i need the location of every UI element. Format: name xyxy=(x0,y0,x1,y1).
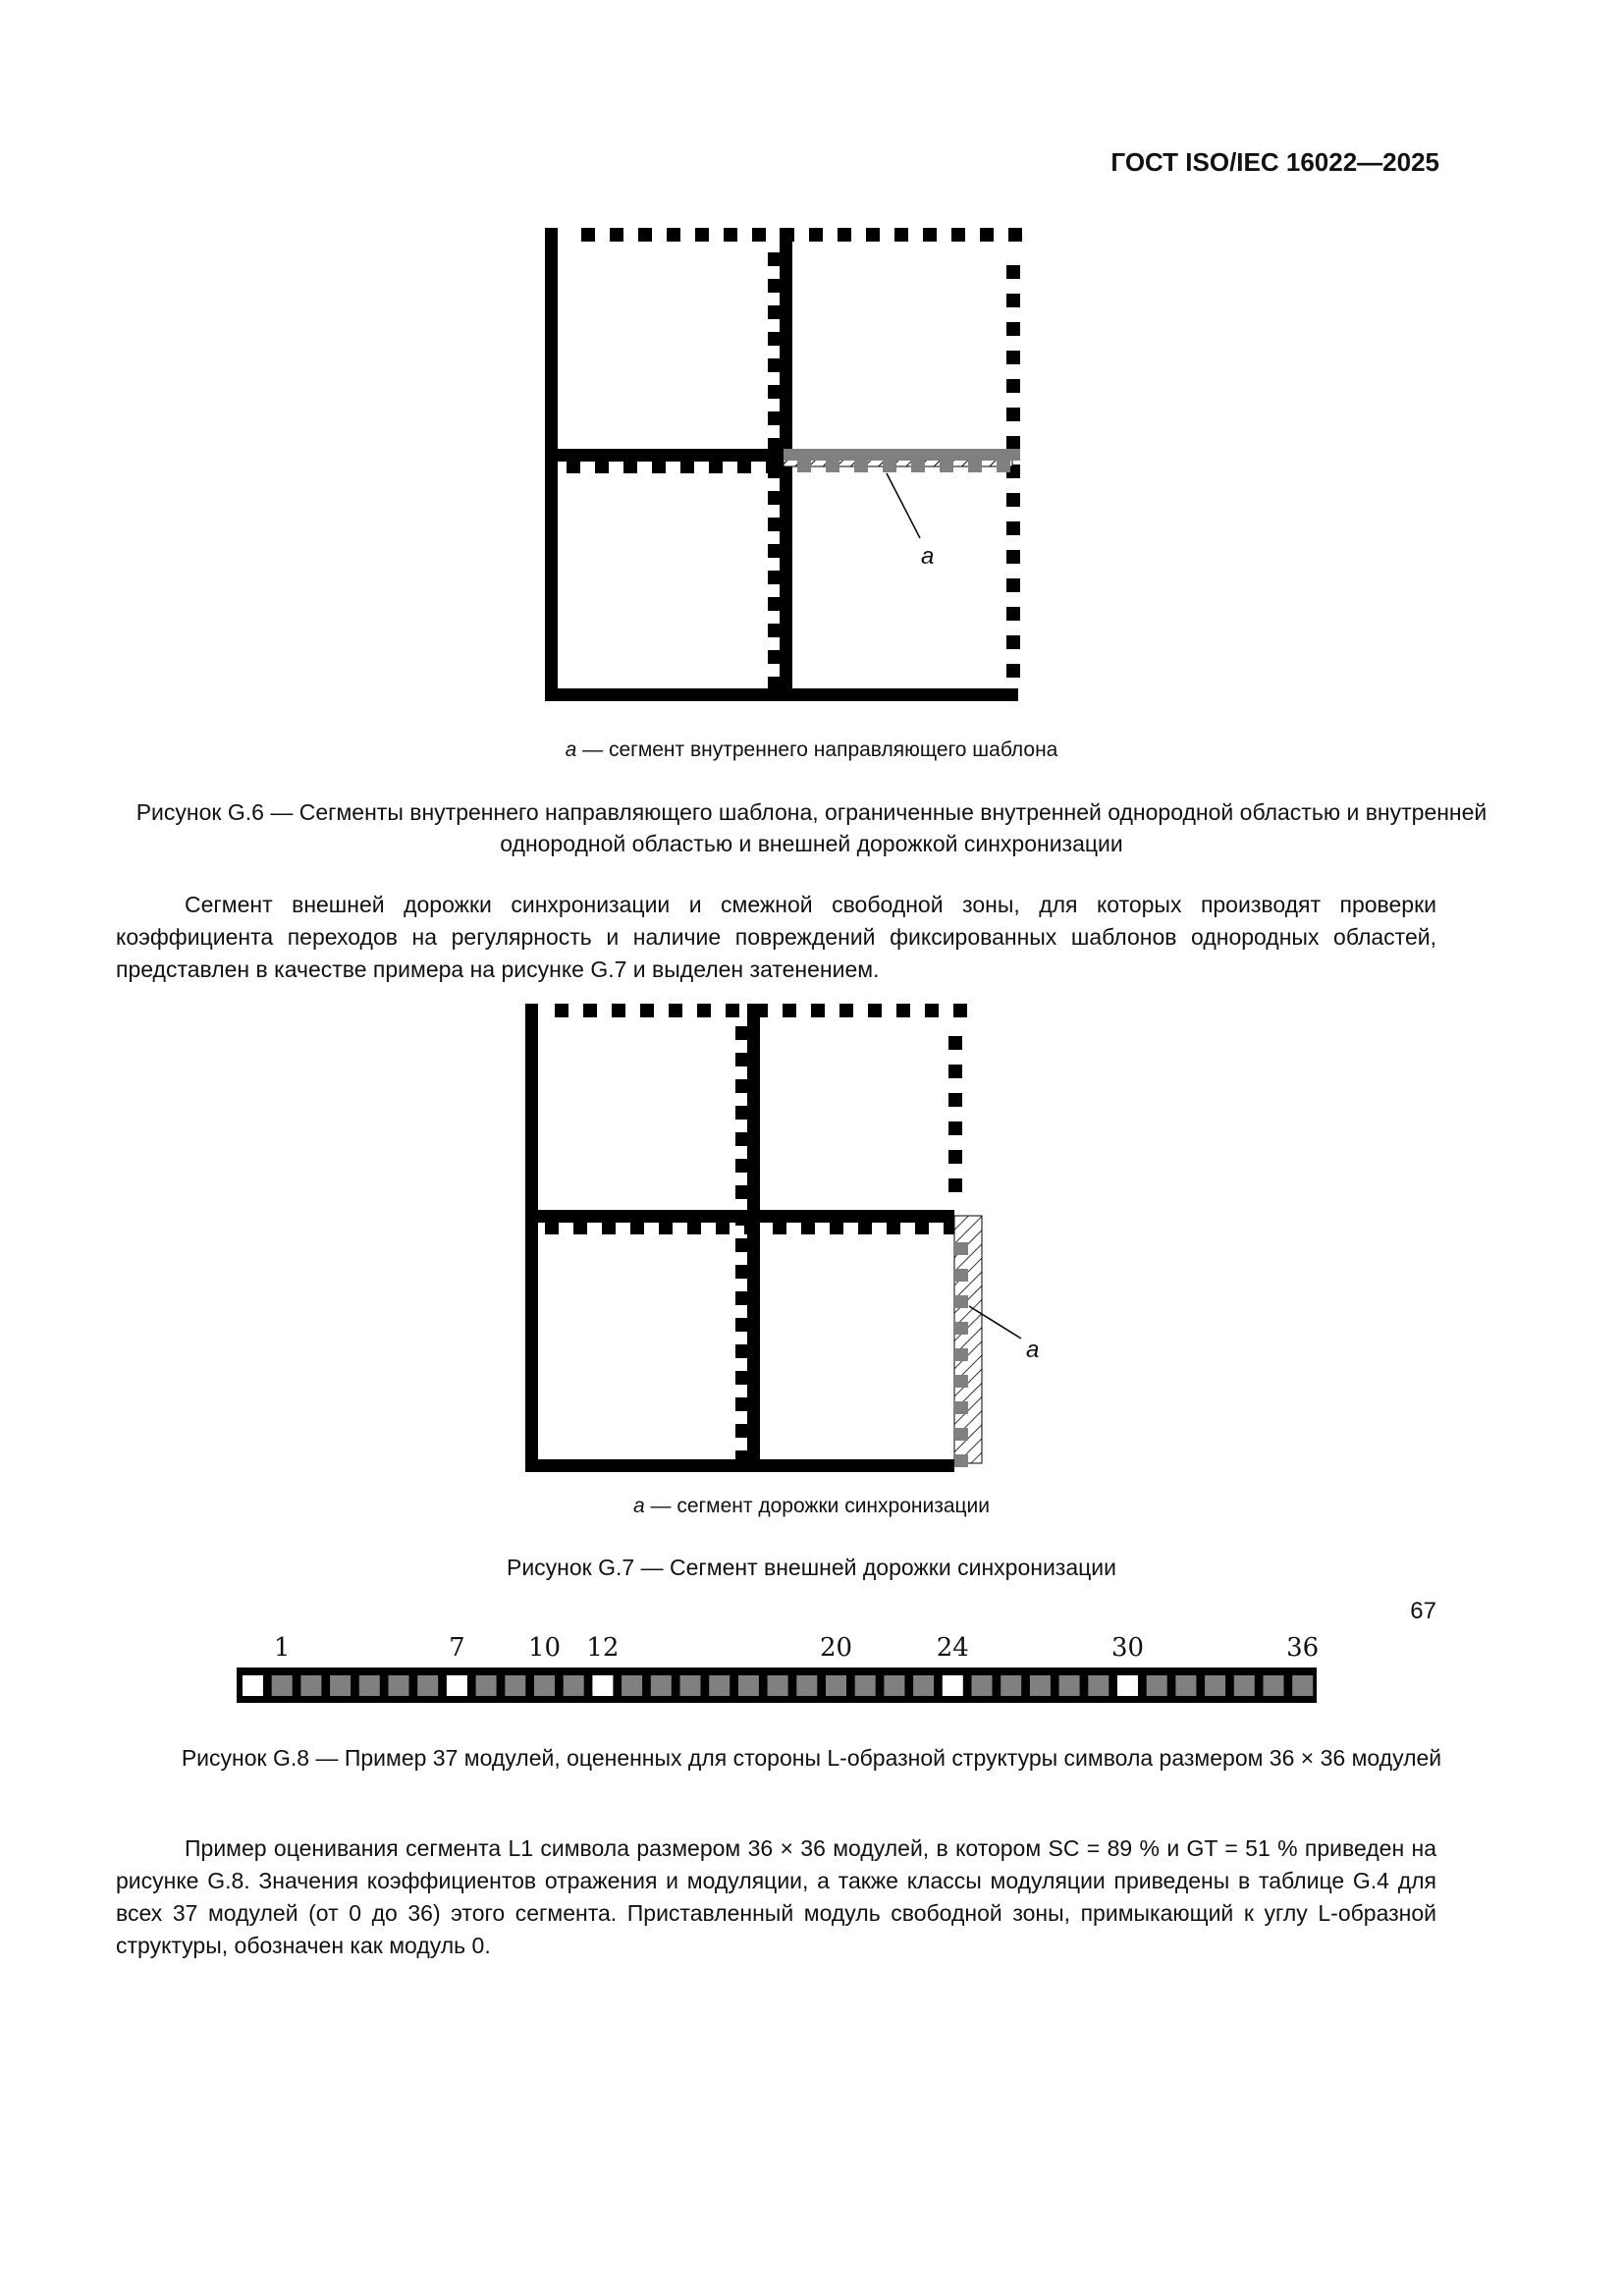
g7-legend-letter: а xyxy=(632,1495,645,1517)
g8-module xyxy=(1059,1675,1080,1696)
g6-segment-bar xyxy=(784,449,1020,461)
g8-tick-labels xyxy=(274,1633,1319,1663)
g6-inner-h-dot xyxy=(737,462,751,473)
g7-left-border xyxy=(525,1004,538,1463)
g6-callout-line xyxy=(887,473,920,538)
g6-top-dot xyxy=(980,228,994,242)
g6-inner-v-dot xyxy=(768,650,780,664)
g7-top-dot xyxy=(555,1004,568,1017)
g7-top-dot xyxy=(612,1004,625,1017)
g6-top-dot xyxy=(695,228,709,242)
g6-top-dot xyxy=(581,228,595,242)
g6-top-dot xyxy=(752,228,766,242)
g8-tick-label: 20 xyxy=(819,1633,853,1663)
g6-right-dot xyxy=(1006,607,1020,621)
g6-inner-v-dot xyxy=(768,385,780,399)
g6-inner-h-dot xyxy=(567,462,580,473)
g6-top-dot xyxy=(724,228,737,242)
g6-right-dot xyxy=(1006,408,1020,421)
g6-inner-h-dot xyxy=(623,462,637,473)
g6-inner-v-dot xyxy=(768,677,780,690)
g6-inner-h-dot xyxy=(709,462,723,473)
g7-right-dot xyxy=(948,1150,962,1164)
g6-right-dot xyxy=(1006,436,1020,450)
g6-top-dot xyxy=(951,228,965,242)
paragraph-1: Сегмент внешней дорожки синхронизации и смежной свободной зоны, для которых производят проверки коэффициента переходов на регулярность и наличие повреждений фиксированных шаблонов однородных областей, представлен в качестве примера на рисунке G.7 и выделен затенением. xyxy=(116,892,1436,982)
g6-segment-dot xyxy=(997,461,1010,472)
g6-segment-dot xyxy=(797,461,811,472)
g8-module xyxy=(1292,1675,1313,1696)
g7-inner-v-dot xyxy=(735,1026,747,1040)
g7-top-dot xyxy=(925,1004,939,1017)
g8-module xyxy=(1001,1675,1021,1696)
g8-module xyxy=(564,1675,584,1696)
g7-top-dot xyxy=(896,1004,910,1017)
page-number: 67 xyxy=(1410,1598,1436,1624)
g8-tick-label: 10 xyxy=(527,1633,562,1663)
g6-right-dot xyxy=(1006,379,1020,393)
g6-legend-text: — сегмент внутреннего направляющего шаблона xyxy=(576,738,1058,761)
g6-inner-v-dot xyxy=(768,305,780,319)
g8-module xyxy=(913,1675,934,1696)
g8-module xyxy=(389,1675,409,1696)
g7-callout-label: a xyxy=(1026,1337,1040,1363)
g7-inner-v-dot xyxy=(735,1397,747,1411)
g6-top-dot xyxy=(838,228,851,242)
g6-inner-v-dot xyxy=(768,491,780,505)
g6-segment-dot xyxy=(940,461,953,472)
g8-tick-label: 30 xyxy=(1110,1633,1145,1663)
g7-inner-h-dot xyxy=(773,1223,786,1234)
g6-inner-v-dot xyxy=(768,544,780,558)
g6-right-dot xyxy=(1006,493,1020,507)
g8-module xyxy=(476,1675,497,1696)
g6-inner-v-dot xyxy=(768,252,780,266)
g7-inner-v-dot xyxy=(735,1265,747,1279)
g6-top-dot xyxy=(610,228,623,242)
g6-right-dot xyxy=(1006,265,1020,279)
g6-inner-v-dot xyxy=(768,358,780,372)
g8-module xyxy=(1088,1675,1109,1696)
g6-top-dot xyxy=(894,228,908,242)
g8-tick-label: 1 xyxy=(273,1633,291,1663)
g6-inner-v-dot xyxy=(768,624,780,637)
g7-top-dot xyxy=(754,1004,768,1017)
g6-inner-h-dot xyxy=(595,462,609,473)
g8-module xyxy=(417,1675,438,1696)
figure-g6-diagram xyxy=(535,226,1046,707)
g8-module xyxy=(447,1675,467,1696)
g7-inner-h-dot xyxy=(887,1223,900,1234)
g7-legend-text: — сегмент дорожки синхронизации xyxy=(644,1495,991,1517)
g7-segment-dot xyxy=(954,1295,968,1308)
g8-module xyxy=(738,1675,759,1696)
g7-inner-h-dot xyxy=(545,1223,559,1234)
g8-module xyxy=(1205,1675,1225,1696)
figure-g7-legend xyxy=(0,1495,1623,1518)
g7-inner-v-dot xyxy=(735,1079,747,1093)
g7-inner-h-dot xyxy=(630,1223,644,1234)
g7-inner-h-dot xyxy=(602,1223,616,1234)
g6-right-dot xyxy=(1006,664,1020,678)
g8-module xyxy=(855,1675,876,1696)
g6-top-dot xyxy=(1008,228,1022,242)
g7-right-dot xyxy=(948,1036,962,1050)
g6-right-dot xyxy=(1006,294,1020,307)
g6-right-dot xyxy=(1006,550,1020,564)
paragraph-2: Пример оценивания сегмента L1 символа размером 36 × 36 модулей, в котором SC = 89 % и GT = 51 % приведен на рисунке G.8. Значения коэффициентов отражения и модуляции, а также классы модуляции приведены в таблице G.4 для всех 37 модулей (от 0 до 36) этого сегмента. Приставленный модуль свободной зоны, примыкающий к углу L-образной структуры, обозначен как модуль 0. xyxy=(116,1835,1436,1958)
g7-inner-h-dot xyxy=(801,1223,815,1234)
g8-module xyxy=(359,1675,380,1696)
g7-inner-h-dot xyxy=(716,1223,730,1234)
g6-inner-h-dot xyxy=(680,462,694,473)
g7-inner-v-dot xyxy=(735,1318,747,1332)
g7-inner-v-dot xyxy=(735,1132,747,1146)
g6-inner-v-dot xyxy=(768,332,780,346)
g6-top-dot xyxy=(866,228,880,242)
g8-module xyxy=(330,1675,351,1696)
g6-right-dot xyxy=(1006,578,1020,592)
g6-right-dot xyxy=(1006,322,1020,336)
g6-inner-v-dot xyxy=(768,571,780,584)
g7-segment-dot xyxy=(954,1401,968,1414)
g8-module xyxy=(826,1675,846,1696)
g7-inner-h-dot xyxy=(915,1223,929,1234)
g6-inner-v-dot xyxy=(768,438,780,452)
g6-legend-letter: а xyxy=(565,738,577,761)
g7-inner-v-dot xyxy=(735,1291,747,1305)
g7-top-dot xyxy=(669,1004,682,1017)
g7-top-dot xyxy=(953,1004,967,1017)
g7-segment-dot xyxy=(954,1269,968,1282)
g7-segment-dot xyxy=(954,1242,968,1255)
g7-inner-h-dot xyxy=(687,1223,701,1234)
g8-tick-label: 7 xyxy=(449,1633,465,1663)
g7-right-dot xyxy=(948,1065,962,1078)
g7-inner-h-dot xyxy=(830,1223,843,1234)
g7-inner-h-dot xyxy=(744,1223,758,1234)
g7-top-dot xyxy=(640,1004,654,1017)
g7-inner-v-dot xyxy=(735,1238,747,1252)
g7-inner-h-dot xyxy=(858,1223,872,1234)
g8-tick-label: 36 xyxy=(1286,1633,1320,1663)
g8-module xyxy=(884,1675,904,1696)
g7-inner-h-dot xyxy=(573,1223,587,1234)
g6-segment-dot xyxy=(968,461,982,472)
g8-module xyxy=(272,1675,293,1696)
g7-top-dot xyxy=(839,1004,853,1017)
g6-top-dot xyxy=(809,228,823,242)
g7-top-dot xyxy=(868,1004,882,1017)
g7-segment-dot xyxy=(954,1454,968,1467)
g7-top-dot xyxy=(783,1004,796,1017)
figure-g7-diagram xyxy=(515,1002,1065,1483)
document-header: ГОСТ ISO/IEC 16022—2025 xyxy=(1110,147,1439,177)
g6-right-dot xyxy=(1006,521,1020,535)
g8-module xyxy=(243,1675,263,1696)
g8-module xyxy=(300,1675,321,1696)
g7-inner-v-dot xyxy=(735,1424,747,1438)
g6-top-dot xyxy=(638,228,652,242)
g8-module xyxy=(534,1675,555,1696)
g6-top-dot xyxy=(923,228,937,242)
g6-top-dot xyxy=(781,228,794,242)
g7-inner-v-dot xyxy=(735,1159,747,1173)
g6-segment-dot xyxy=(911,461,925,472)
g6-inner-v-dot xyxy=(768,518,780,531)
g6-inner-v-dot xyxy=(768,279,780,293)
g6-segment-dot xyxy=(826,461,839,472)
g7-inner-v-dot xyxy=(735,1450,747,1464)
g8-module xyxy=(796,1675,817,1696)
g7-right-dot xyxy=(948,1093,962,1107)
g8-module xyxy=(622,1675,642,1696)
g8-module xyxy=(651,1675,672,1696)
g8-module xyxy=(972,1675,993,1696)
g7-top-dot xyxy=(697,1004,711,1017)
g7-right-dot xyxy=(948,1121,962,1135)
g6-right-dot xyxy=(1006,635,1020,649)
g7-inner-v-dot xyxy=(735,1344,747,1358)
g8-module xyxy=(680,1675,701,1696)
g8-module xyxy=(1234,1675,1255,1696)
g7-top-dot xyxy=(726,1004,739,1017)
g8-module xyxy=(768,1675,788,1696)
g8-module xyxy=(709,1675,730,1696)
g6-inner-v-dot xyxy=(768,597,780,611)
g6-inner-h-dot xyxy=(652,462,666,473)
g6-horizontal-divider xyxy=(545,449,784,462)
g8-module xyxy=(1264,1675,1284,1696)
g6-callout-label: a xyxy=(921,543,935,570)
g7-top-dot xyxy=(811,1004,825,1017)
g6-right-dot xyxy=(1006,351,1020,364)
g7-highlighted-segment xyxy=(954,1216,982,1467)
figure-g7-caption: Рисунок G.7 — Сегмент внешней дорожки синхронизации xyxy=(506,1555,1116,1580)
g6-highlighted-segment xyxy=(784,449,1020,472)
g7-segment-dot xyxy=(954,1322,968,1335)
g7-segment-dot xyxy=(954,1428,968,1441)
g8-module xyxy=(592,1675,613,1696)
g7-segment-dot xyxy=(954,1375,968,1388)
g7-inner-h-dot xyxy=(659,1223,673,1234)
g7-inner-v-dot xyxy=(735,1371,747,1385)
g7-right-dot xyxy=(948,1178,962,1192)
figure-g6-legend xyxy=(0,738,1623,762)
g7-inner-v-dot xyxy=(735,1053,747,1066)
g8-module xyxy=(943,1675,963,1696)
g6-top-dot xyxy=(667,228,680,242)
figure-g8-caption: Рисунок G.8 — Пример 37 модулей, оцененных для стороны L-образной структуры символа размером 36 × 36 модулей xyxy=(181,1745,1442,1771)
g8-tick-label: 24 xyxy=(936,1633,969,1663)
g6-segment-dot xyxy=(883,461,896,472)
g8-modules xyxy=(243,1675,1313,1696)
g7-inner-v-dot xyxy=(735,1185,747,1199)
g6-inner-h-dot xyxy=(766,462,780,473)
g7-top-dot xyxy=(583,1004,597,1017)
g6-segment-dot xyxy=(854,461,868,472)
g8-module xyxy=(1117,1675,1138,1696)
figure-g8-module-strip xyxy=(231,1628,1330,1709)
g6-inner-v-dot xyxy=(768,411,780,425)
g7-inner-v-dot xyxy=(735,1106,747,1120)
g8-module xyxy=(1030,1675,1051,1696)
g8-module xyxy=(1147,1675,1167,1696)
g8-module xyxy=(1175,1675,1196,1696)
figure-g6-caption: Рисунок G.6 — Сегменты внутреннего направляющего шаблона, ограниченные внутренней однородной областью и внутренней однородной областью и внешней дорожкой синхронизации xyxy=(135,799,1488,856)
g8-module xyxy=(505,1675,525,1696)
g8-tick-label: 12 xyxy=(586,1633,620,1663)
g7-segment-dot xyxy=(954,1348,968,1361)
